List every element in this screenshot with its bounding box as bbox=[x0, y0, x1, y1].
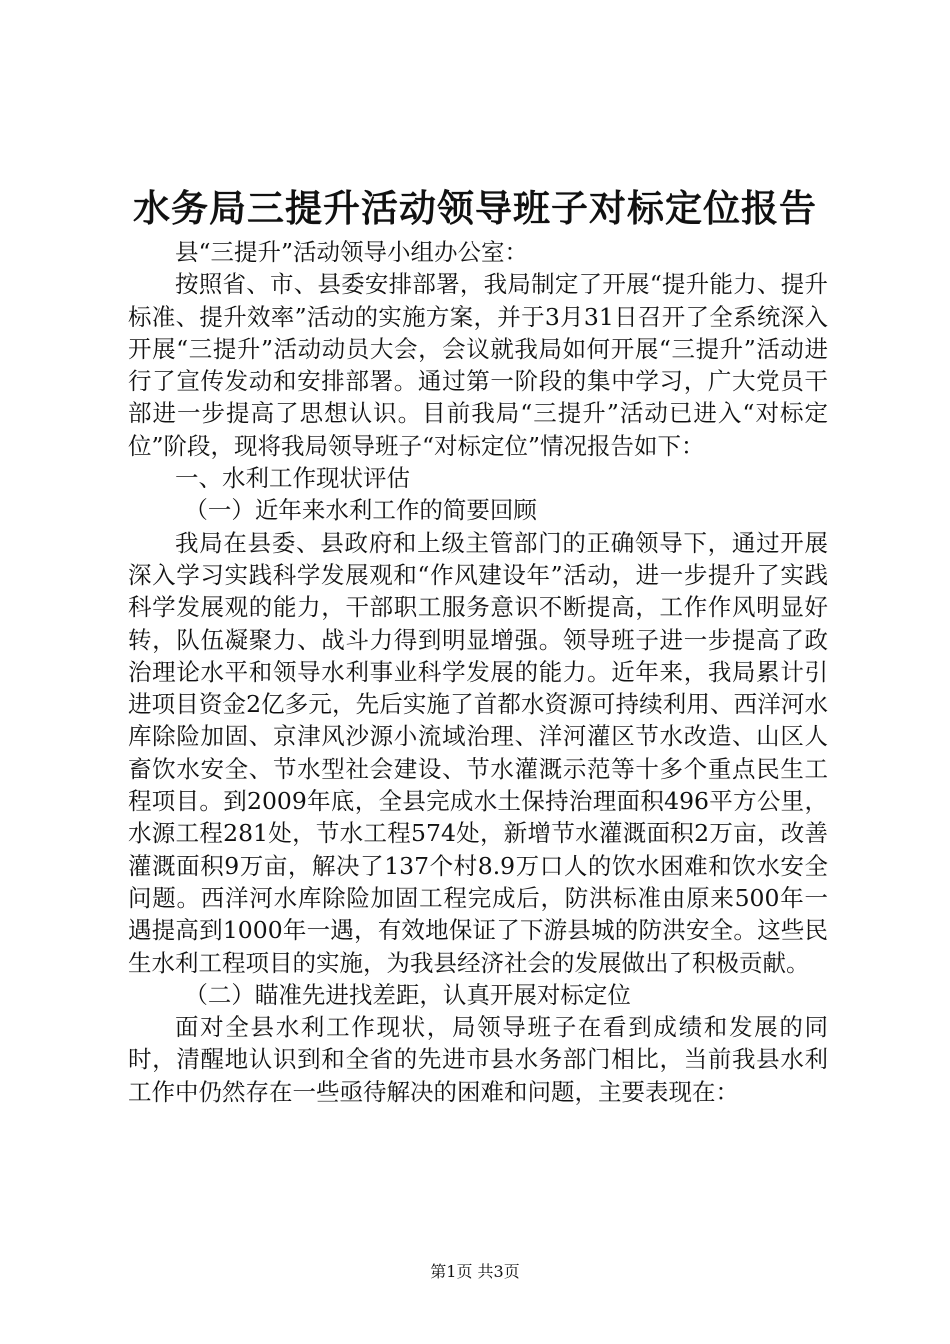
section-heading-1: 一、水利工作现状评估 bbox=[175, 464, 410, 493]
subsection-heading-2: （二）瞄准先进找差距，认真开展对标定位 bbox=[184, 980, 631, 1009]
document-title: 水务局三提升活动领导班子对标定位报告 bbox=[133, 186, 817, 230]
page-footer: 第1页 共3页 bbox=[430, 1262, 520, 1281]
subsection-heading-1: （一）近年来水利工作的简要回顾 bbox=[184, 496, 537, 525]
salutation-paragraph: 县“三提升”活动领导小组办公室： bbox=[175, 238, 529, 266]
intro-paragraph: 按照省、市、县委安排部署，我局制定了开展“提升能力、提升标准、提升效率”活动的实施方案，并于3月31日召开了全系统深入开展“三提升”活动动员大会，会议就我局如何开展“三提升”活动进行了宣传发动和安排部署。通过第一阶段的集中学习，广大党员干部进一步提高了思想认识。目前我局“三提升”活动已进入“对标定位”阶段，现将我局领导班子“对标定位”情况报告如下： bbox=[128, 270, 828, 460]
problems-paragraph: 面对全县水利工作现状，局领导班子在看到成绩和发展的同时，清醒地认识到和全省的先进市县水务部门相比，当前我县水利工作中仍然存在一些亟待解决的困难和问题，主要表现在： bbox=[128, 1013, 828, 1106]
review-paragraph: 我局在县委、县政府和上级主管部门的正确领导下，通过开展深入学习实践科学发展观和“作风建设年”活动，进一步提升了实践科学发展观的能力，干部职工服务意识不断提高，工作作风明显好转，队伍凝聚力、战斗力得到明显增强。领导班子进一步提高了政治理论水平和领导水利事业科学发展的能力。近年来，我局累计引进项目资金2亿多元，先后实施了首都水资源可持续利用、西洋河水库除险加固、京津风沙源小流域治理、洋河灌区节水改造、山区人畜饮水安全、节水型社会建设、节水灌溉示范等十多个重点民生工程项目。到2009年底，全县完成水土保持治理面积496平方公里，水源工程281处，节水工程574处，新增节水灌溉面积2万亩，改善灌溉面积9万亩，解决了137个村8.9万口人的饮水困难和饮水安全问题。西洋河水库除险加固工程完成后，防洪标准由原来500年一遇提高到1000年一遇，有效地保证了下游县城的防洪安全。这些民生水利工程项目的实施，为我县经济社会的发展做出了积极贡献。 bbox=[128, 528, 828, 977]
document-body bbox=[128, 236, 828, 1108]
